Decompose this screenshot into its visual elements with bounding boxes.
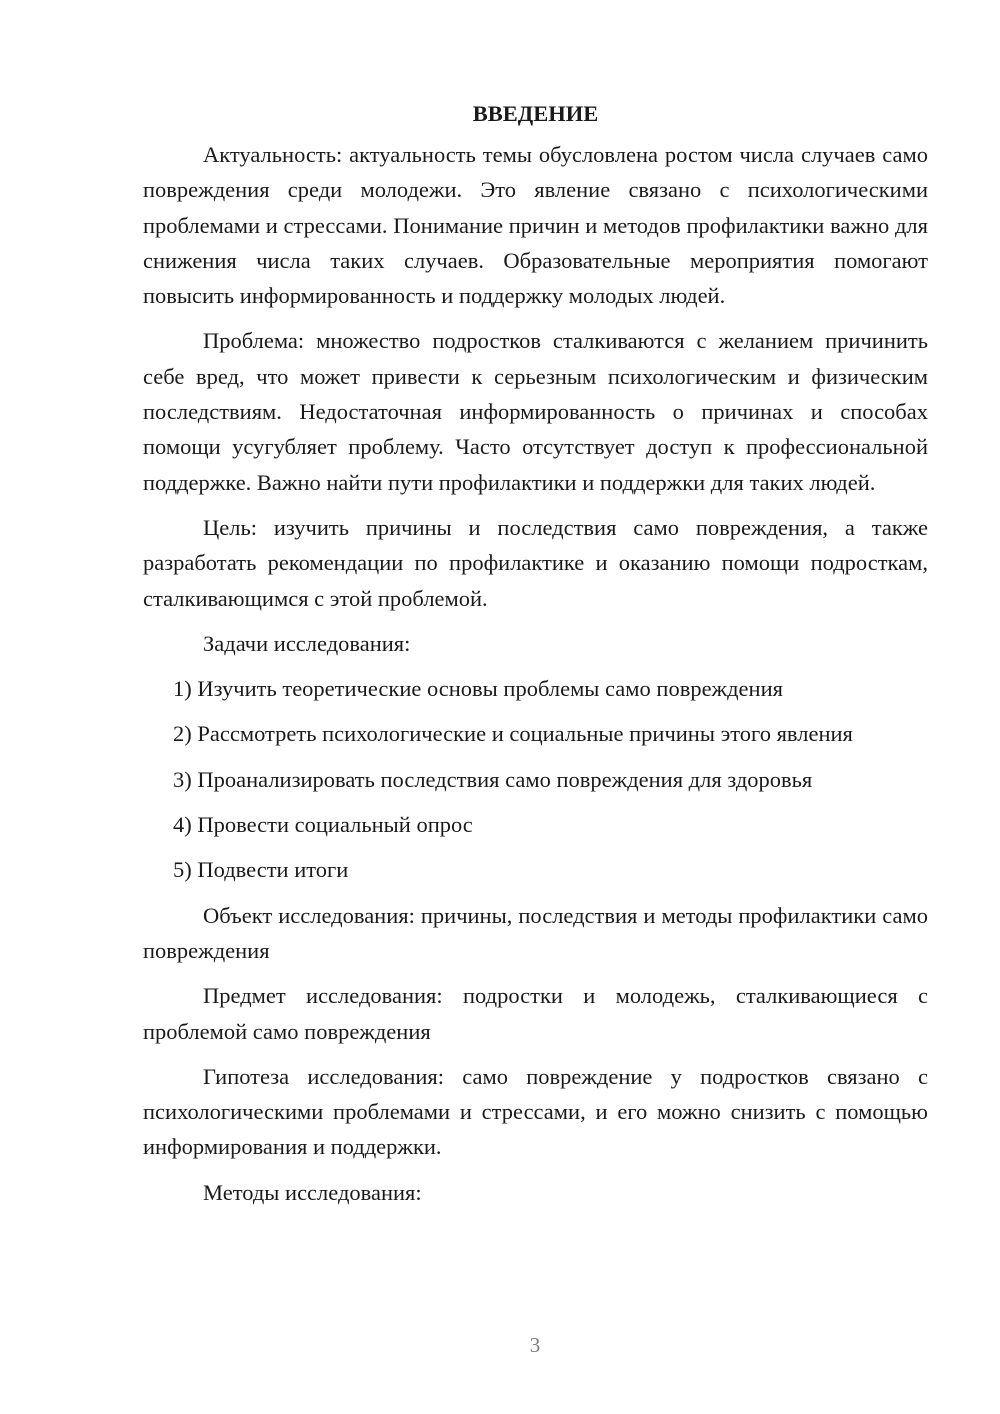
relevance-paragraph: Актуальность: актуальность темы обусловлена ростом числа случаев само повреждения среди молодежи. Это явление связано с психологическими проблемами и стрессами. Понимание причин и методов профилактики важно для снижения числа таких случаев. Образовательные мероприятия помогают повысить информированность и поддержку молодых людей.	[143, 142, 928, 309]
object-paragraph: Объект исследования: причины, последствия и методы профилактики само повреждения	[143, 902, 928, 963]
list-item: 5) Подвести итоги	[173, 857, 349, 883]
page-number: 3	[529, 1333, 541, 1357]
list-item: 1) Изучить теоретические основы проблемы само повреждения	[173, 676, 783, 702]
list-item: 2) Рассмотреть психологические и социальные причины этого явления	[173, 721, 853, 747]
goal-paragraph: Цель: изучить причины и последствия само повреждения, а также разработать рекомендации по профилактике и оказанию помощи подросткам, сталкивающимся с этой проблемой.	[143, 514, 928, 611]
document-page	[143, 96, 928, 1210]
tasks-list	[143, 671, 928, 887]
problem-paragraph: Проблема: множество подростков сталкиваются с желанием причинить себе вред, что может привести к серьезным психологическим и физическим последствиям. Недостаточная информированность о причинах и способах помощи усугубляет проблему. Часто отсутствует доступ к профессиональной поддержке. Важно найти пути профилактики и поддержки для таких людей.	[143, 328, 928, 495]
page-title: ВВЕДЕНИЕ	[472, 101, 599, 126]
list-item: 3) Проанализировать последствия само повреждения для здоровья	[173, 766, 813, 792]
methods-heading: Методы исследования:	[203, 1179, 422, 1205]
hypothesis-paragraph: Гипотеза исследования: само повреждение у подростков связано с психологическими проблемами и стрессами, и его можно снизить с помощью информирования и поддержки.	[143, 1063, 928, 1160]
list-item: 4) Провести социальный опрос	[173, 812, 473, 838]
tasks-heading: Задачи исследования:	[203, 630, 411, 656]
subject-paragraph: Предмет исследования: подростки и молодежь, сталкивающиеся с проблемой само повреждения	[143, 983, 928, 1044]
